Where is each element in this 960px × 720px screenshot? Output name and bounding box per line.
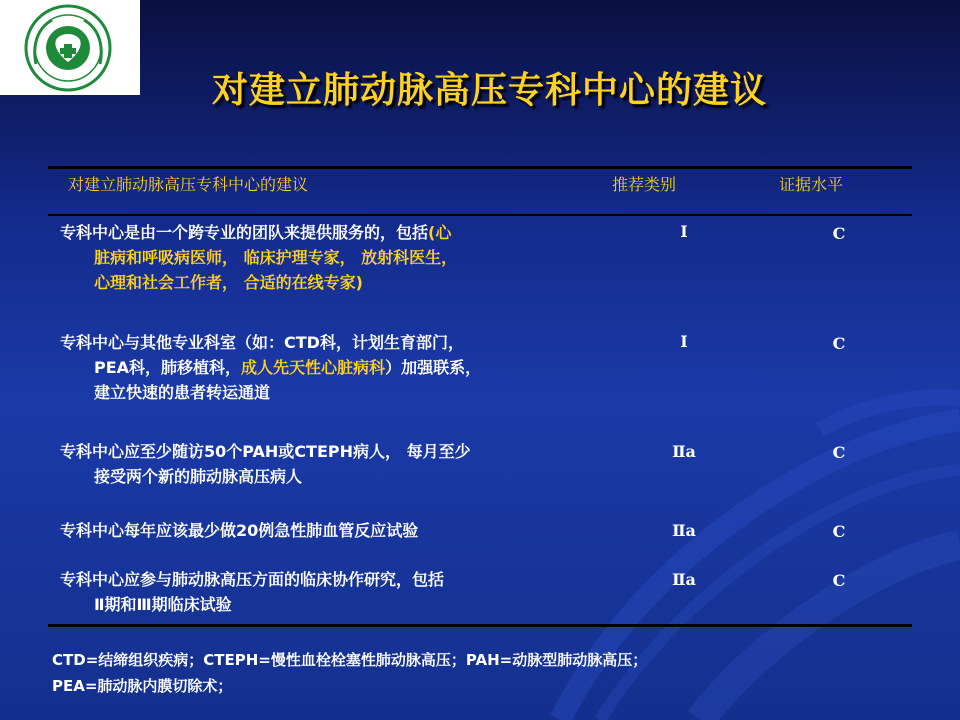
logo [0,0,140,95]
evidence-level: C [832,334,846,353]
evidence-level: C [832,224,846,243]
hospital-emblem-icon [12,4,124,92]
footnote-line: CTD=结缔组织疾病；CTEPH=慢性血栓栓塞性肺动脉高压；PAH=动脉型肺动脉高压； [52,651,648,669]
evidence-level: C [832,443,846,462]
table-row [60,518,605,543]
header-divider [48,214,912,216]
row-text-line: 脏病和呼吸病医师， 临床护理专家， 放射科医生， [94,248,458,267]
table-row [60,567,605,617]
header-level: 证据水平 [779,175,844,194]
row-highlight-text: 成人先天性心脏病科 [241,358,386,377]
recommendation-class: Ⅱa [672,570,696,589]
table-row [60,220,605,295]
footnote-line: PEA=肺动脉内膜切除术； [52,677,233,695]
header-class: 推荐类别 [612,175,677,194]
header-recommendation: 对建立肺动脉高压专科中心的建议 [68,175,309,194]
row-highlight-text: (心 [428,223,452,242]
row-text-line: 专科中心是由一个跨专业的团队来提供服务的，包括 [60,223,429,242]
row-text-line: 接受两个新的肺动脉高压病人 [94,467,303,486]
recommendation-class: Ⅰ [680,332,688,351]
table-bottom-rule [48,624,912,627]
row-text-line: 心理和社会工作者， 合适的在线专家) [94,273,363,292]
evidence-level: C [832,571,846,590]
page-title: 对建立肺动脉高压专科中心的建议 [212,70,768,111]
recommendation-class: Ⅱa [672,521,696,540]
table-row [60,439,605,489]
table-row [60,330,605,405]
row-text-line: 专科中心应至少随访50个PAH或CTEPH病人， 每月至少 [60,442,471,461]
row-text-line: 建立快速的患者转运通道 [94,383,271,402]
table-top-rule [48,166,912,169]
row-text-line: 专科中心应参与肺动脉高压方面的临床协作研究，包括 [60,570,445,589]
recommendation-class: Ⅱa [672,442,696,461]
row-text-line [60,355,605,380]
row-text-line: 专科中心每年应该最少做20例急性肺血管反应试验 [60,521,419,540]
row-text-line: Ⅱ期和Ⅲ期临床试验 [94,595,232,614]
recommendation-class: Ⅰ [680,222,688,241]
row-text-part: ）加强联系， [385,358,482,377]
row-text-line: 专科中心与其他专业科室（如：CTD科，计划生育部门， [60,333,464,352]
footnote [52,647,932,699]
evidence-level: C [832,522,846,541]
row-text-part: PEA科，肺移植科， [94,358,242,377]
